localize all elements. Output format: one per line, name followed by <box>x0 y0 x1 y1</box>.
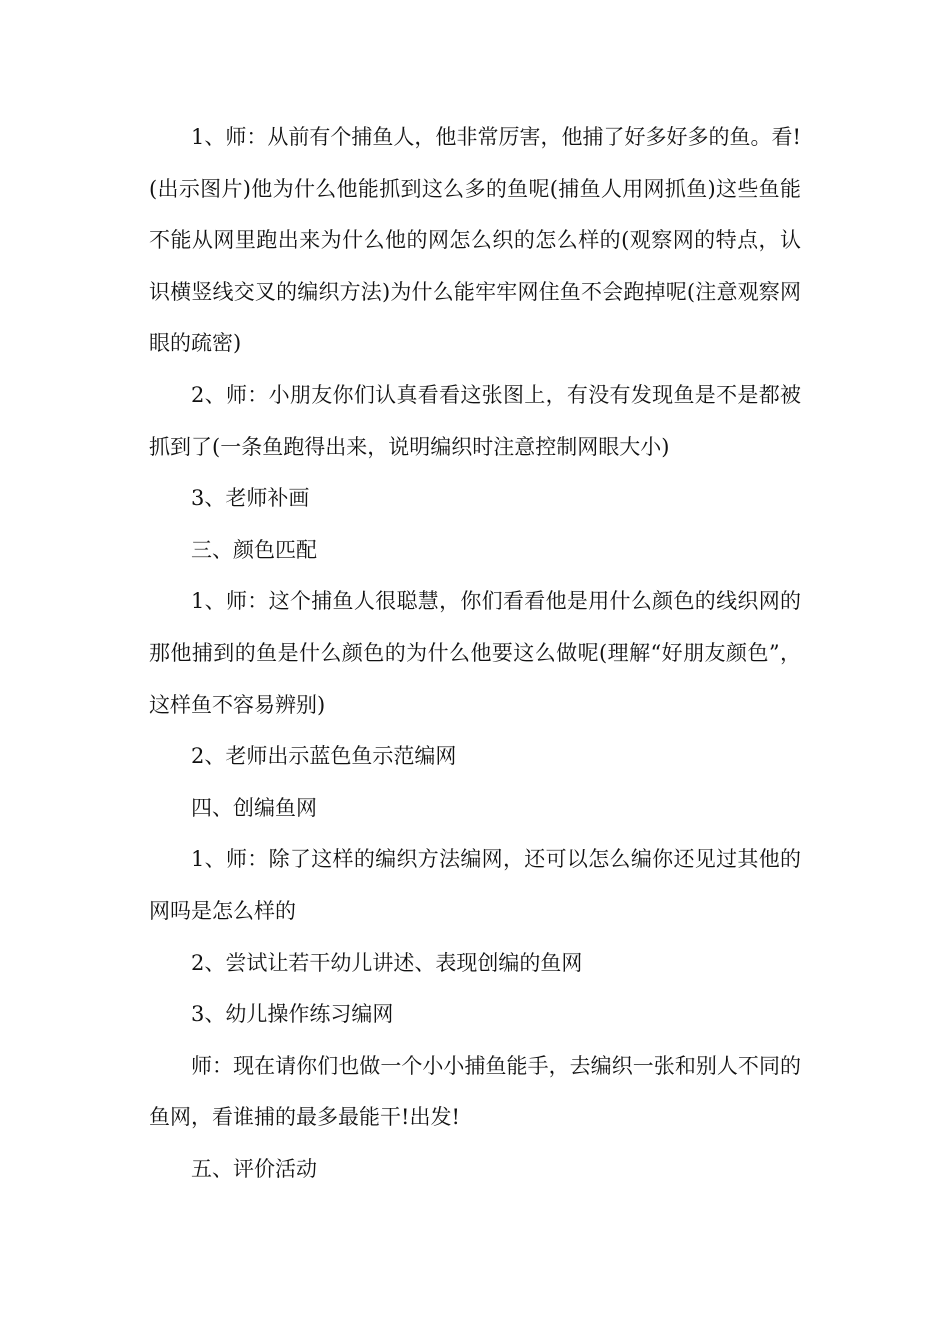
paragraph-color-question: 1、师：这个捕鱼人很聪慧，你们看看他是用什么颜色的线织网的那他捕到的鱼是什么颜色的为什么他要这么做呢(理解“好朋友颜色”，这样鱼不容易辨别) <box>149 589 801 717</box>
paragraph-teacher-draws: 3、老师补画 <box>191 486 310 511</box>
paragraph-children-describe: 2、尝试让若干幼儿讲述、表现创编的鱼网 <box>191 950 583 975</box>
paragraph-blue-fish-demo: 2、老师出示蓝色鱼示范编网 <box>191 744 457 769</box>
section-heading-evaluation: 五、评价活动 <box>191 1156 317 1181</box>
document-page <box>149 112 801 1195</box>
paragraph-story-intro: 1、师：从前有个捕鱼人，他非常厉害，他捕了好多好多的鱼。看!(出示图片)他为什么他能抓到这么多的鱼呢(捕鱼人用网抓鱼)这些鱼能不能从网里跑出来为什么他的网怎么织的怎么样的(观察网的特点，认识横竖线交叉的编织方法)为什么能牢牢网住鱼不会跑掉呢(注意观察网眼的疏密) <box>149 125 801 356</box>
paragraph-observe-picture: 2、师：小朋友你们认真看看这张图上，有没有发现鱼是不是都被抓到了(一条鱼跑得出来，说明编织时注意控制网眼大小) <box>149 382 801 459</box>
paragraph-other-weaving: 1、师：除了这样的编织方法编网，还可以怎么编你还见过其他的网吗是怎么样的 <box>149 847 801 923</box>
paragraph-children-practice: 3、幼儿操作练习编网 <box>191 1002 394 1027</box>
section-heading-create-net: 四、创编鱼网 <box>191 795 317 820</box>
section-heading-color-matching: 三、颜色匹配 <box>191 537 317 562</box>
paragraph-teacher-instruction: 师：现在请你们也做一个小小捕鱼能手，去编织一张和别人不同的鱼网，看谁捕的最多最能干!出发! <box>149 1053 801 1130</box>
